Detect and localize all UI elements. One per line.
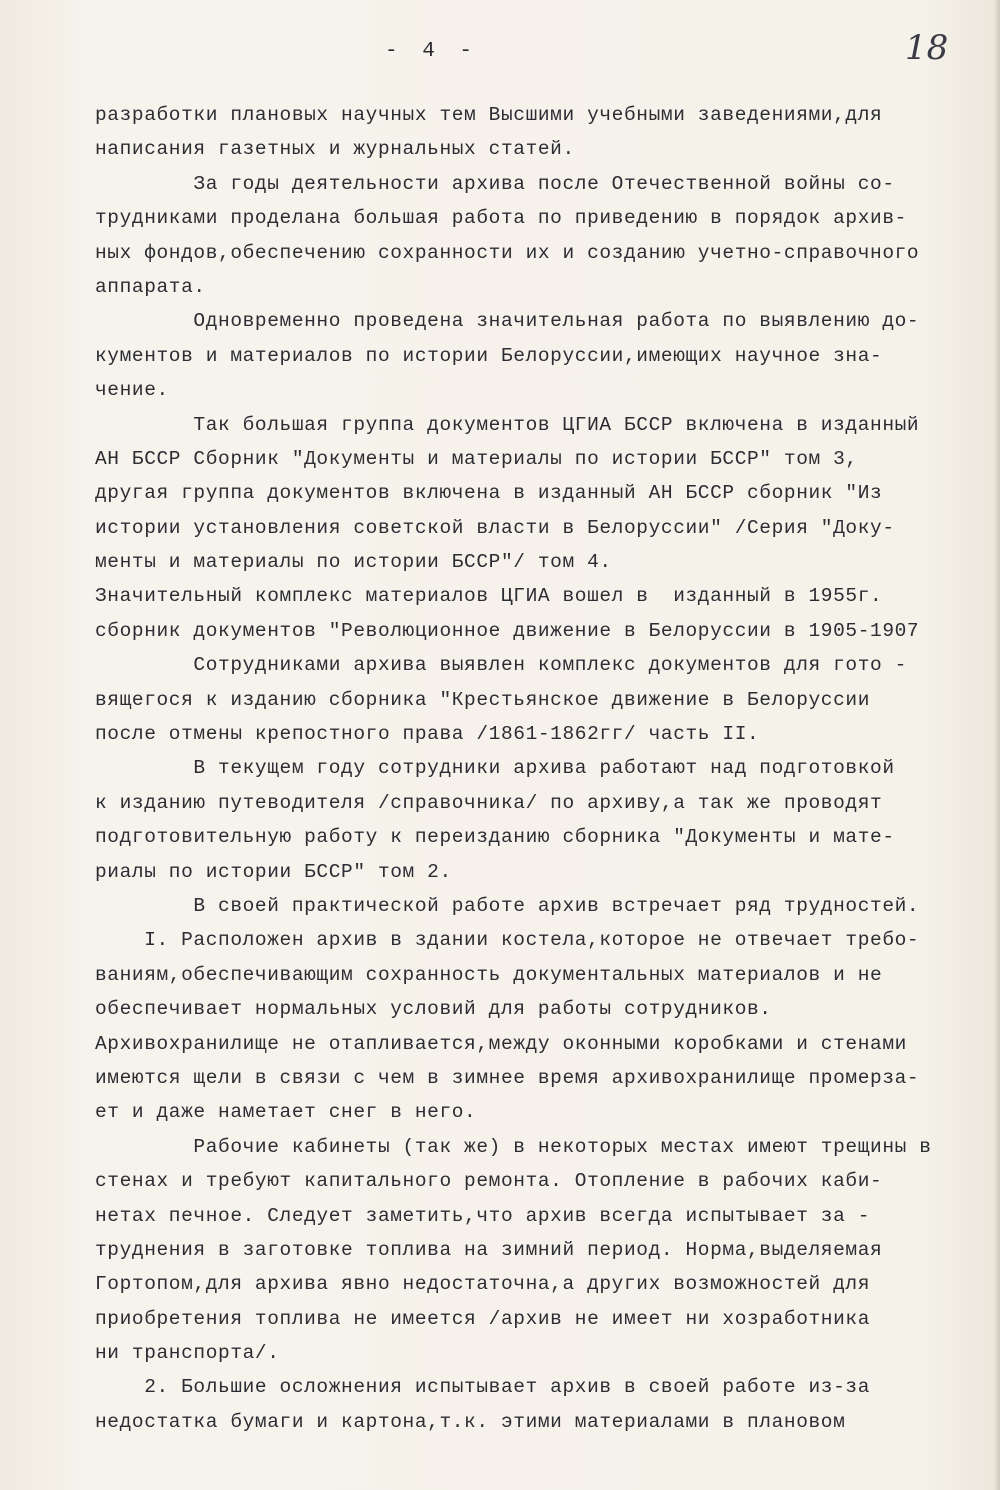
text-line: стенах и требуют капитального ремонта. Отопление в рабочих каби- — [95, 1170, 883, 1193]
text-line: трудниками проделана большая работа по приведению в порядок архив- — [95, 207, 907, 230]
text-line: АН БССР Сборник "Документы и материалы по истории БССР" том 3, — [95, 447, 858, 470]
text-line: подготовительную работу к переизданию сборника "Документы и мате- — [95, 826, 895, 849]
text-line: Рабочие кабинеты (так же) в некоторых местах имеют трещины в — [95, 1135, 932, 1158]
text-line: к изданию путеводителя /справочника/ по архиву,а так же проводят — [95, 791, 883, 814]
text-line: За годы деятельности архива после Отечественной войны со- — [95, 172, 895, 195]
text-line: чение. — [95, 379, 169, 402]
text-line: В текущем году сотрудники архива работают над подготовкой — [95, 757, 895, 780]
text-line: Сотрудниками архива выявлен комплекс документов для гото - — [95, 654, 907, 677]
text-line: недостатка бумаги и картона,т.к. этими материалами в плановом — [95, 1410, 846, 1433]
text-line: Архивохранилище не отапливается,между оконными коробками и стенами — [95, 1032, 907, 1055]
text-line: другая группа документов включена в изданный АН БССР сборник "Из — [95, 482, 883, 505]
text-line: труднения в заготовке топлива на зимний период. Норма,выделяемая — [95, 1238, 883, 1261]
typed-body-text — [95, 98, 975, 1439]
text-line: вящегося к изданию сборника "Крестьянское движение в Белоруссии — [95, 688, 871, 711]
text-line: ных фондов,обеспечению сохранности их и созданию учетно-справочного — [95, 241, 920, 264]
text-line: разработки плановых научных тем Высшими учебными заведениями,для — [95, 104, 883, 126]
text-line: Так большая группа документов ЦГИА БССР включена в изданный — [95, 413, 920, 436]
text-line: Значительный комплекс материалов ЦГИА вошел в изданный в 1955г. — [95, 585, 883, 608]
text-line: 2. Большие осложнения испытывает архив в своей работе из-за — [95, 1376, 871, 1399]
text-line: аппарата. — [95, 275, 206, 298]
page-number-header: - 4 - — [385, 40, 479, 63]
text-line: нетах печное. Следует заметить,что архив всегда испытывает за - — [95, 1204, 871, 1227]
text-line: после отмены крепостного права /1861-1862гг/ часть II. — [95, 723, 760, 746]
text-line: риалы по истории БССР" том 2. — [95, 860, 452, 883]
text-line: имеются щели в связи с чем в зимнее время архивохранилище промерза- — [95, 1066, 920, 1089]
text-line: менты и материалы по истории БССР"/ том 4. — [95, 551, 612, 574]
text-line: истории установления советской власти в Белоруссии" /Серия "Доку- — [95, 516, 895, 539]
text-line: обеспечивает нормальных условий для работы сотрудников. — [95, 998, 772, 1021]
text-line: Одновременно проведена значительная работа по выявлению до- — [95, 310, 920, 333]
text-line: написания газетных и журнальных статей. — [95, 138, 575, 161]
text-line: сборник документов "Революционное движение в Белоруссии в 1905-1907 — [95, 619, 920, 642]
text-line: В своей практической работе архив встречает ряд трудностей. — [95, 894, 920, 917]
text-line: ни транспорта/. — [95, 1342, 280, 1365]
text-line: приобретения топлива не имеется /архив не имеет ни хозработника — [95, 1307, 871, 1330]
text-line: I. Расположен архив в здании костела,которое не отвечает требо- — [95, 929, 920, 952]
text-line: кументов и материалов по истории Белоруссии,имеющих научное зна- — [95, 344, 883, 367]
page-edge — [994, 0, 1000, 1490]
handwritten-sheet-number: 18 — [905, 28, 949, 68]
text-line: ет и даже наметает снег в него. — [95, 1101, 477, 1124]
text-line: Гортопом,для архива явно недостаточна,а других возможностей для — [95, 1273, 871, 1296]
text-line: ваниям,обеспечивающим сохранность документальных материалов и не — [95, 963, 883, 986]
